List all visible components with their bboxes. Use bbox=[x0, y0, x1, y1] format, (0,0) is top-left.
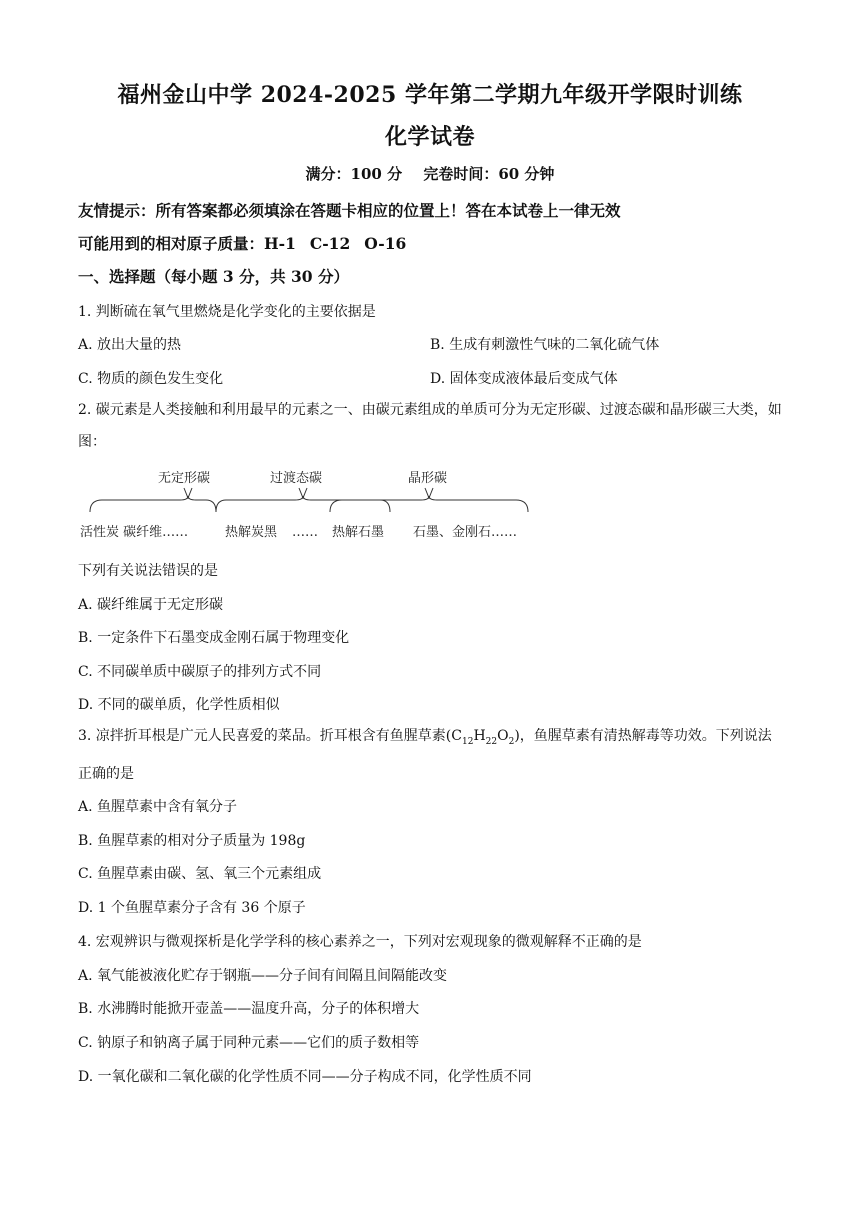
q3-subscript: 2 bbox=[508, 736, 515, 747]
q3-subscript: 22 bbox=[485, 736, 498, 747]
atomic-mass-label: 可能用到的相对原子质量： bbox=[78, 234, 265, 253]
q1-option-b: B. 生成有刺激性气味的二氧化硫气体 bbox=[430, 337, 660, 353]
q4-option-b: B. 水沸腾时能掀开壶盖——温度升高，分子的体积增大 bbox=[78, 1001, 420, 1017]
q3-option-c: C. 鱼腥草素由碳、氢、氧三个元素组成 bbox=[78, 866, 322, 882]
notice: 友情提示：所有答案都必须填涂在答题卡相应的位置上！答在本试卷上一律无效 bbox=[78, 201, 621, 220]
diagram-label-amorphous: 无定形碳 bbox=[158, 471, 211, 486]
diagram-label-transitional: 过渡态碳 bbox=[270, 471, 323, 486]
atomic-mass-line bbox=[78, 232, 406, 254]
atomic-mass-item: H-1 bbox=[264, 234, 296, 253]
diagram-brace-amorphous bbox=[90, 496, 216, 512]
q4-option-c: C. 钠原子和钠离子属于同种元素——它们的质子数相等 bbox=[78, 1035, 420, 1051]
q3-subscript: 12 bbox=[461, 736, 474, 747]
diagram-item: …… bbox=[292, 525, 318, 540]
q3-stem-text: H bbox=[473, 728, 486, 744]
atomic-mass-item: O-16 bbox=[364, 234, 407, 253]
section-title: 一、选择题（每小题 3 分，共 30 分） bbox=[78, 267, 349, 286]
q3-option-d: D. 1 个鱼腥草素分子含有 36 个原子 bbox=[78, 900, 306, 916]
q3-stem-text: O bbox=[497, 728, 509, 744]
q2-option-a: A. 碳纤维属于无定形碳 bbox=[78, 597, 224, 613]
exam-title: 福州金山中学 2024-2025 学年第二学期九年级开学限时训练 bbox=[117, 82, 743, 108]
q3-option-a: A. 鱼腥草素中含有氧分子 bbox=[78, 799, 238, 815]
q2-stem: 2. 碳元素是人类接触和利用最早的元素之一、由碳元素组成的单质可分为无定形碳、过渡态碳和晶形碳三大类，如图： bbox=[78, 402, 782, 450]
q1-option-a: A. 放出大量的热 bbox=[78, 337, 182, 353]
q3-option-b: B. 鱼腥草素的相对分子质量为 198g bbox=[78, 833, 306, 849]
q1-option-c: C. 物质的颜色发生变化 bbox=[78, 371, 224, 387]
q2-option-c: C. 不同碳单质中碳原子的排列方式不同 bbox=[78, 664, 322, 680]
q2-option-b: B. 一定条件下石墨变成金刚石属于物理变化 bbox=[78, 630, 350, 646]
q1-stem: 1. 判断硫在氧气里燃烧是化学变化的主要依据是 bbox=[78, 304, 376, 320]
q3-stem bbox=[78, 720, 784, 790]
time-limit: 完卷时间：60 分钟 bbox=[423, 165, 555, 183]
diagram-item: 石墨、金刚石…… bbox=[413, 525, 518, 540]
diagram-item: 热解石墨 bbox=[332, 525, 385, 540]
q3-stem-text: 3. 凉拌折耳根是广元人民喜爱的菜品。折耳根含有鱼腥草素(C bbox=[78, 728, 462, 744]
diagram-label-crystalline: 晶形碳 bbox=[408, 471, 448, 486]
atomic-mass-item: C-12 bbox=[309, 234, 351, 253]
diagram-item: 热解炭黑 bbox=[225, 525, 278, 540]
exam-subject: 化学试卷 bbox=[384, 124, 475, 150]
q3-stem-text: )，鱼腥草素有清热解毒等功效。下列说法正确的是 bbox=[78, 728, 772, 782]
exam-meta bbox=[0, 163, 860, 184]
q1-option-d: D. 固体变成液体最后变成气体 bbox=[430, 371, 618, 387]
carbon-classification-diagram bbox=[80, 462, 540, 542]
q4-option-d: D. 一氧化碳和二氧化碳的化学性质不同——分子构成不同，化学性质不同 bbox=[78, 1069, 532, 1085]
q2-option-d: D. 不同的碳单质，化学性质相似 bbox=[78, 697, 280, 713]
diagram-item: 活性炭 碳纤维…… bbox=[80, 525, 189, 540]
full-score: 满分：100 分 bbox=[305, 165, 403, 183]
q2-question: 下列有关说法错误的是 bbox=[78, 563, 218, 579]
q4-stem: 4. 宏观辨识与微观探析是化学学科的核心素养之一，下列对宏观现象的微观解释不正确的是 bbox=[78, 934, 642, 950]
q4-option-a: A. 氧气能被液化贮存于钢瓶——分子间有间隔且间隔能改变 bbox=[78, 968, 448, 984]
